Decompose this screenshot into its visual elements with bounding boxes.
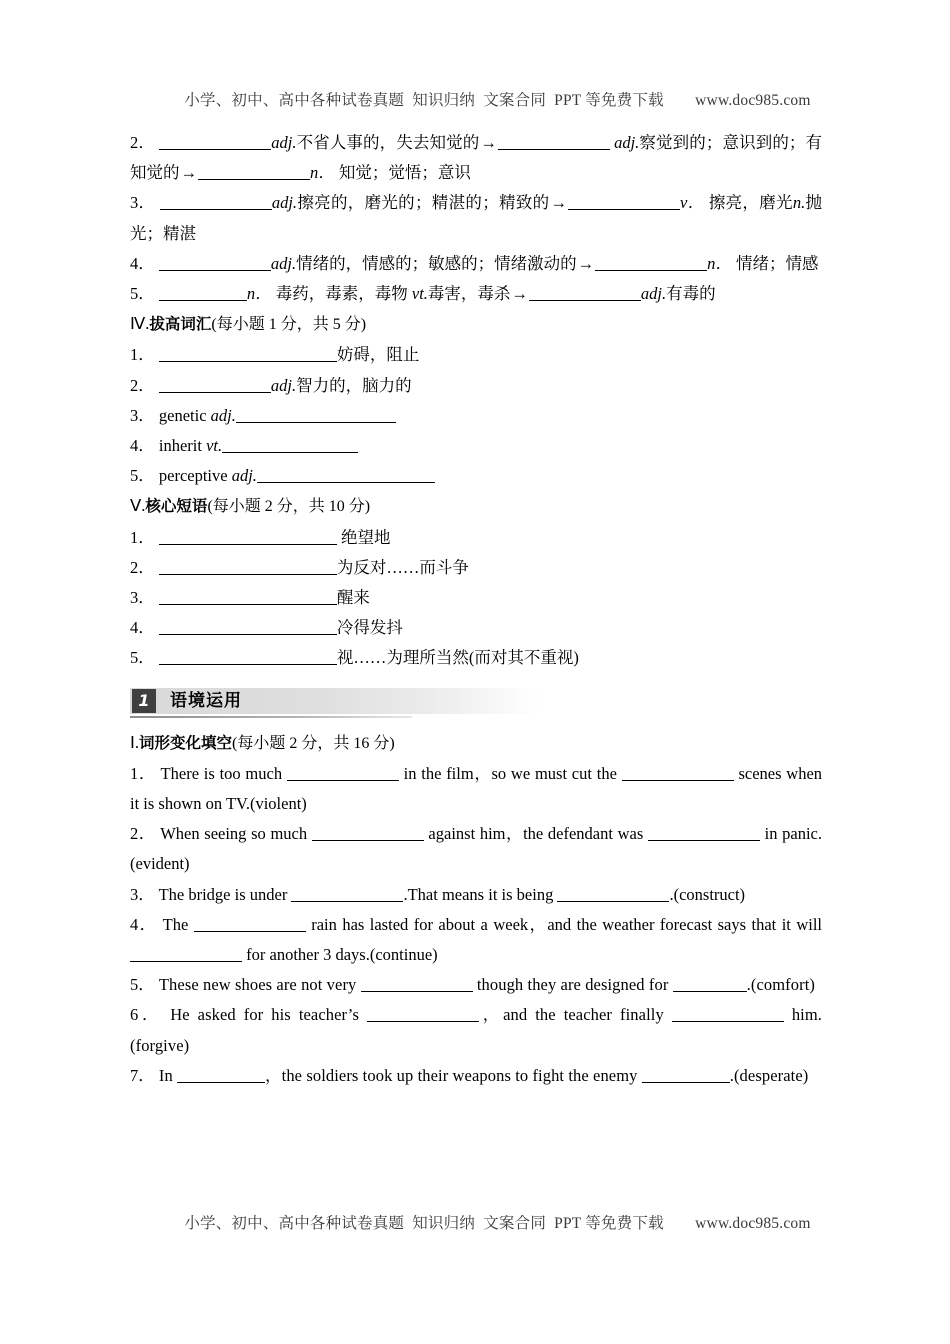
section-heading-i xyxy=(130,728,822,759)
sentence-part: .(comfort) xyxy=(746,975,816,995)
header-watermark-text: 小学、初中、高中各种试卷真题 知识归纳 文案合同 PPT 等免费下载 www.doc985.com xyxy=(184,92,811,109)
phrase-item-1 xyxy=(130,523,822,553)
arrow-right-icon: → xyxy=(180,163,197,183)
chinese-gloss: 擦亮的，磨光的；精湛的；精致的 xyxy=(297,193,550,213)
answer-blank[interactable] xyxy=(622,766,734,781)
item-number: 5． xyxy=(130,284,155,304)
chinese-gloss: 察觉到的；意识到的；有知觉的 xyxy=(130,133,823,183)
item-number: 5． xyxy=(130,648,155,668)
sentence-part: .(construct) xyxy=(669,884,746,904)
exercise-item-5 xyxy=(130,970,822,1000)
answer-blank[interactable] xyxy=(312,826,424,841)
chinese-gloss: 视……为理所当然(而对其不重视) xyxy=(336,648,579,668)
chinese-gloss: 有毒的 xyxy=(666,284,716,304)
section-heading-v xyxy=(130,491,822,522)
answer-blank[interactable] xyxy=(287,766,399,781)
sentence-part: There is too much xyxy=(160,763,287,783)
exercise-item-2 xyxy=(130,819,822,879)
sentence-part: though they are designed for xyxy=(472,975,673,995)
sentence-part: In xyxy=(158,1065,178,1085)
item-number: 2． xyxy=(130,133,155,152)
vocab-item-3 xyxy=(130,401,822,431)
item-number: 2． xyxy=(130,824,156,844)
item-number: 1． xyxy=(130,763,157,783)
sentence-part: The bridge is under xyxy=(158,884,292,904)
phrase-item-2 xyxy=(130,553,822,583)
answer-blank[interactable] xyxy=(529,286,641,301)
answer-blank[interactable] xyxy=(159,286,247,301)
chinese-gloss: 绝望地 xyxy=(341,527,391,547)
part-of-speech: vt. xyxy=(411,284,428,304)
item-number: 4． xyxy=(130,618,155,638)
word-formation-item-2 xyxy=(130,128,822,188)
english-word: genetic xyxy=(158,405,211,425)
exercise-item-7 xyxy=(130,1061,822,1091)
answer-blank[interactable] xyxy=(648,826,760,841)
part-of-speech: adj. xyxy=(614,133,640,152)
chinese-gloss: 情绪；情感 xyxy=(735,253,819,273)
sentence-part: him.(forgive) xyxy=(130,1005,823,1055)
part-of-speech: adj. xyxy=(271,133,297,152)
part-of-speech: n． xyxy=(310,163,335,183)
part-of-speech: adj. xyxy=(270,253,297,273)
answer-blank[interactable] xyxy=(130,947,242,962)
item-number: 6． xyxy=(130,1005,163,1025)
sentence-part: rain has lasted for about a week，and the weather forecast says that it will xyxy=(305,914,823,934)
answer-blank[interactable] xyxy=(557,887,669,902)
section-numeral: Ⅰ. xyxy=(130,732,139,752)
answer-blank[interactable] xyxy=(236,408,396,423)
chinese-gloss: 不省人事的，失去知觉的 xyxy=(296,133,480,152)
sentence-part: against him，the defendant was xyxy=(423,824,648,844)
sentence-part: These new shoes are not very xyxy=(158,975,361,995)
chinese-gloss: 毒害，毒杀 xyxy=(427,284,511,304)
word-formation-item-3 xyxy=(130,188,822,248)
page-footer-watermark xyxy=(0,1193,950,1251)
part-of-speech: n. xyxy=(792,193,806,213)
english-word: perceptive xyxy=(158,466,232,486)
answer-blank[interactable] xyxy=(159,256,271,271)
answer-blank[interactable] xyxy=(198,165,310,180)
banner-title: 语境运用 xyxy=(170,690,242,711)
part-of-speech: adj. xyxy=(271,193,298,213)
answer-blank[interactable] xyxy=(257,468,435,483)
chinese-gloss: 抛光；精湛 xyxy=(130,193,823,243)
page-header-watermark xyxy=(0,70,950,128)
item-number: 5． xyxy=(130,466,155,486)
answer-blank[interactable] xyxy=(367,1007,479,1022)
phrase-item-3 xyxy=(130,583,822,613)
answer-blank[interactable] xyxy=(673,977,747,992)
answer-blank[interactable] xyxy=(361,977,473,992)
sentence-part: ，and the teacher finally xyxy=(478,1005,672,1025)
answer-blank[interactable] xyxy=(595,256,707,271)
section-banner xyxy=(130,688,540,718)
footer-watermark-text: 小学、初中、高中各种试卷真题 知识归纳 文案合同 PPT 等免费下载 www.doc985.com xyxy=(184,1215,811,1232)
part-of-speech: n． xyxy=(246,284,272,304)
answer-blank[interactable] xyxy=(159,378,271,393)
answer-blank[interactable] xyxy=(222,438,358,453)
sentence-part: in panic.(evident) xyxy=(130,824,822,874)
chinese-gloss: 毒药，毒素，毒物 xyxy=(275,284,408,304)
answer-blank[interactable] xyxy=(159,135,271,150)
exercise-item-1 xyxy=(130,759,822,819)
item-number: 2． xyxy=(130,557,155,577)
exercise-item-6 xyxy=(130,1000,822,1060)
answer-blank[interactable] xyxy=(159,620,337,635)
item-number: 3． xyxy=(130,884,155,904)
vocab-item-2 xyxy=(130,371,822,401)
answer-blank[interactable] xyxy=(194,917,306,932)
sentence-part: ，the soldiers took up their weapons to fight the enemy xyxy=(265,1065,642,1085)
item-number: 4． xyxy=(130,436,155,456)
section-numeral: Ⅴ. xyxy=(130,496,146,516)
chinese-gloss: 擦亮，磨光 xyxy=(708,193,793,213)
section-title: 拔高词汇 xyxy=(149,315,212,334)
answer-blank[interactable] xyxy=(159,347,337,362)
sentence-part: for another 3 days.(continue) xyxy=(242,945,438,965)
answer-blank[interactable] xyxy=(159,560,337,575)
answer-blank[interactable] xyxy=(159,530,337,545)
item-number: 3． xyxy=(130,405,155,425)
phrase-item-4 xyxy=(130,613,822,643)
arrow-right-icon: → xyxy=(550,193,567,213)
item-number: 4． xyxy=(130,914,158,934)
chinese-gloss: 妨碍，阻止 xyxy=(336,345,420,365)
word-formation-item-4 xyxy=(130,249,822,279)
answer-blank[interactable] xyxy=(160,195,272,210)
item-number: 3． xyxy=(130,588,155,608)
vocab-item-5 xyxy=(130,461,822,491)
exercise-item-3 xyxy=(130,880,822,910)
answer-blank[interactable] xyxy=(498,135,610,150)
item-number: 1． xyxy=(130,527,155,547)
section-title: 核心短语 xyxy=(145,497,208,516)
vocab-item-4 xyxy=(130,431,822,461)
sentence-part: .That means it is being xyxy=(403,884,558,904)
chinese-gloss: 醒来 xyxy=(336,588,370,608)
item-number: 1． xyxy=(130,345,155,365)
answer-blank[interactable] xyxy=(568,195,680,210)
part-of-speech: adj. xyxy=(231,466,257,486)
answer-blank[interactable] xyxy=(672,1007,784,1022)
word-formation-item-5 xyxy=(130,279,822,309)
answer-blank[interactable] xyxy=(291,887,403,902)
section-points: (每小题 1 分，共 5 分) xyxy=(211,316,367,334)
answer-blank[interactable] xyxy=(642,1068,730,1083)
sentence-part: He asked for his teacher’s xyxy=(170,1005,367,1025)
answer-blank[interactable] xyxy=(159,650,337,665)
part-of-speech: n． xyxy=(707,253,732,273)
part-of-speech: adj. xyxy=(640,284,667,304)
item-number: 7． xyxy=(130,1065,155,1085)
sentence-part: scenes when it is shown on TV.(violent) xyxy=(130,763,823,814)
part-of-speech: v． xyxy=(679,193,705,213)
banner-underline xyxy=(130,716,412,718)
chinese-gloss: 情绪的，情感的；敏感的；情绪激动的 xyxy=(296,253,577,273)
item-number: 2． xyxy=(130,375,155,395)
section-title: 词形变化填空 xyxy=(139,733,233,752)
chinese-gloss: 冷得发抖 xyxy=(336,618,403,638)
vocab-item-1 xyxy=(130,340,822,370)
part-of-speech: adj. xyxy=(210,405,236,425)
item-number: 5． xyxy=(130,975,155,995)
english-word: inherit xyxy=(158,436,207,456)
section-numeral: Ⅳ. xyxy=(130,314,150,334)
item-number: 4． xyxy=(130,253,155,273)
item-number: 3． xyxy=(130,193,156,213)
arrow-right-icon: → xyxy=(511,284,528,304)
chinese-gloss: 为反对……而斗争 xyxy=(336,557,469,577)
arrow-right-icon: → xyxy=(480,133,497,152)
answer-blank[interactable] xyxy=(177,1068,265,1083)
section-points: (每小题 2 分，共 10 分) xyxy=(207,498,371,516)
banner-number-badge: 1 xyxy=(132,689,156,713)
arrow-right-icon: → xyxy=(577,253,595,273)
chinese-gloss: 知觉；觉悟；意识 xyxy=(338,163,471,183)
phrase-item-5 xyxy=(130,643,822,673)
sentence-part: When seeing so much xyxy=(160,824,312,844)
section-points: (每小题 2 分，共 16 分) xyxy=(232,734,395,752)
section-heading-iv xyxy=(130,309,822,340)
sentence-part: The xyxy=(162,914,194,934)
part-of-speech: adj. xyxy=(270,375,297,395)
chinese-gloss: 智力的，脑力的 xyxy=(296,375,412,395)
part-of-speech: vt. xyxy=(206,436,223,456)
document-body xyxy=(130,128,822,1091)
exercise-item-4 xyxy=(130,910,822,970)
sentence-part: in the film，so we must cut the xyxy=(398,763,622,783)
sentence-part: .(desperate) xyxy=(729,1065,809,1085)
answer-blank[interactable] xyxy=(159,590,337,605)
